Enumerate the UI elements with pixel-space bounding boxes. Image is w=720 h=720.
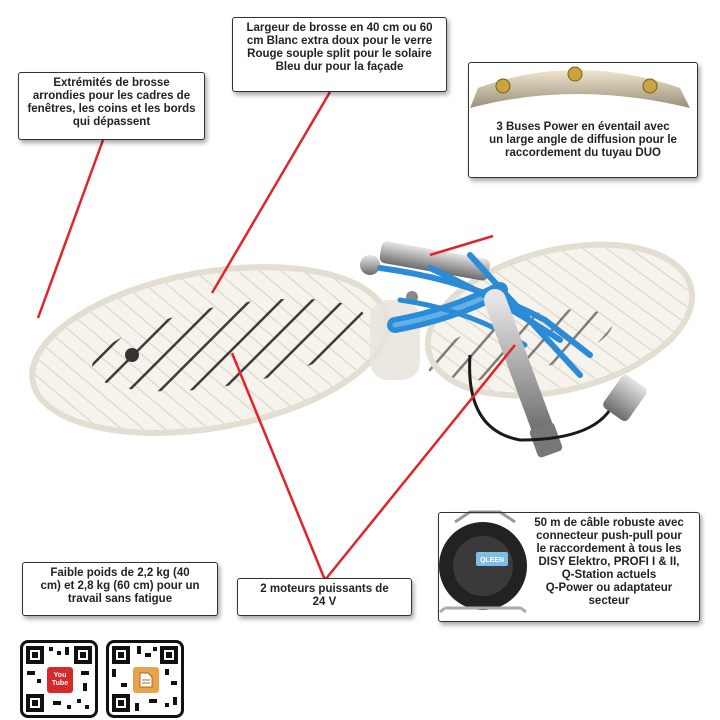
youtube-label-top: You bbox=[53, 672, 67, 679]
callout-brush-ends bbox=[18, 72, 205, 140]
callout-brush-width bbox=[232, 17, 447, 92]
callout-line: 50 m de câble robuste avec bbox=[534, 517, 684, 529]
left-brush-roller bbox=[19, 242, 401, 458]
document-icon bbox=[133, 667, 159, 693]
callout-line: un large angle de diffusion pour le bbox=[489, 134, 677, 146]
callout-line: le raccordement à tous les bbox=[536, 543, 682, 555]
callout-line: 3 Buses Power en éventail avec bbox=[496, 121, 670, 133]
callout-line: Q-Power ou adaptateur bbox=[545, 582, 673, 594]
callout-line: Largeur de brosse en 40 cm ou 60 bbox=[246, 22, 433, 34]
callout-nozzles bbox=[468, 62, 698, 178]
reel-label: QLEEN bbox=[479, 557, 505, 564]
callout-line: arrondies pour les cadres de bbox=[32, 90, 191, 102]
callout-line: qui dépassent bbox=[72, 116, 151, 128]
callout-line: Rouge souple split pour le solaire bbox=[247, 48, 432, 60]
callout-line: travail sans fatigue bbox=[67, 593, 173, 605]
callout-line: 2 moteurs puissants de bbox=[260, 583, 389, 595]
leader-nozzles bbox=[430, 236, 493, 255]
leader-brush-width bbox=[212, 92, 330, 293]
callout-line: raccordement du tuyau DUO bbox=[505, 147, 661, 159]
callout-line: secteur bbox=[588, 595, 630, 607]
youtube-icon bbox=[47, 667, 73, 693]
right-brush-roller bbox=[412, 219, 708, 420]
callout-line: Faible poids de 2,2 kg (40 bbox=[50, 567, 190, 579]
leader-brush-ends bbox=[38, 140, 103, 318]
callout-line: 24 V bbox=[312, 596, 337, 608]
qr-code-document[interactable] bbox=[106, 640, 184, 718]
youtube-label-bottom: Tube bbox=[51, 680, 69, 687]
callout-weight bbox=[22, 562, 218, 616]
callout-line: fenêtres, les coins et les bords bbox=[27, 103, 196, 115]
callout-motors bbox=[237, 578, 412, 616]
callout-line: Extrémités de brosse bbox=[53, 77, 170, 89]
callout-line: connecteur push-pull pour bbox=[536, 530, 682, 542]
callout-line: DISY Elektro, PROFI I & II, bbox=[538, 556, 680, 568]
callout-cable bbox=[438, 512, 700, 622]
qr-code-youtube[interactable] bbox=[20, 640, 98, 718]
page-glyph bbox=[139, 672, 153, 688]
callout-line: cm) et 2,8 kg (60 cm) pour un bbox=[40, 580, 200, 592]
callout-line: Q-Station actuels bbox=[561, 569, 657, 581]
callout-line: cm Blanc extra doux pour le verre bbox=[246, 35, 433, 47]
callout-line: Bleu dur pour la façade bbox=[275, 61, 404, 73]
